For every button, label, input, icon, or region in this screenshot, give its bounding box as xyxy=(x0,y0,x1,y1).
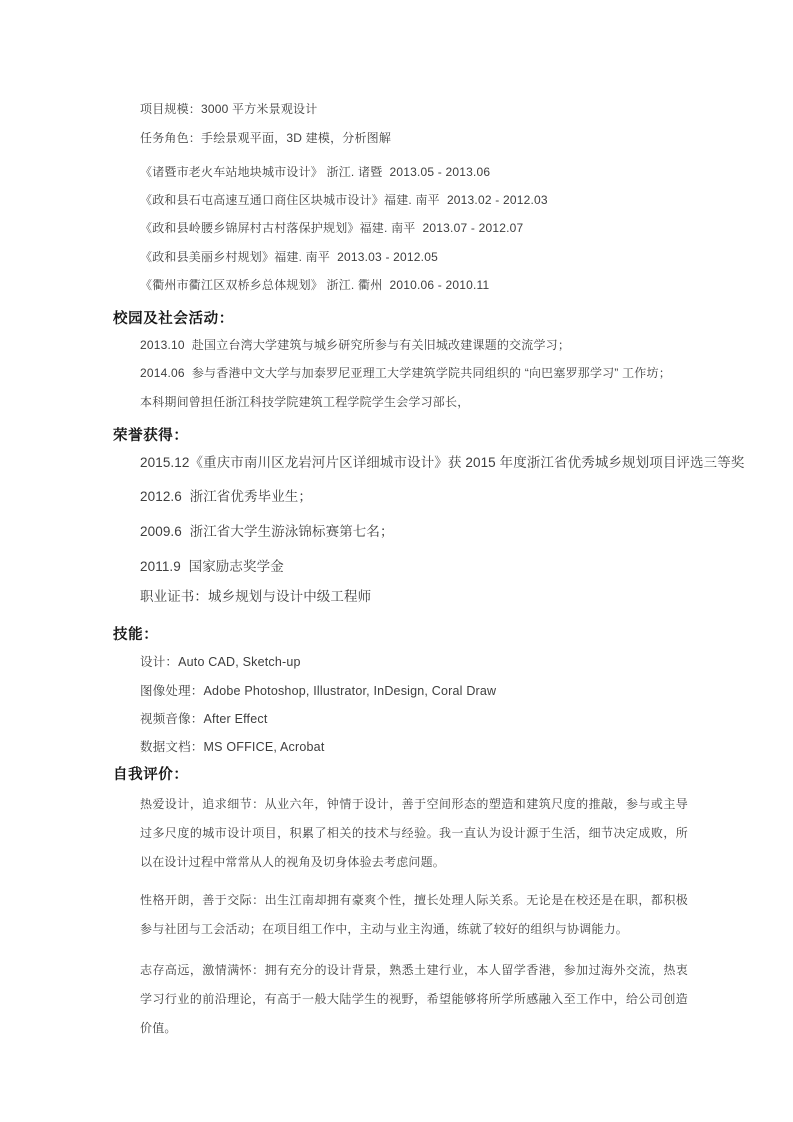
section-heading-activities: 校园及社会活动： xyxy=(113,311,234,327)
certificate-item: 职业证书：城乡规划与设计中级工程师 xyxy=(140,589,372,604)
skill-item: 视频音像：After Effect xyxy=(140,712,268,726)
self-eval-paragraph: 热爱设计，追求细节：从业六年，钟情于设计，善于空间形态的塑造和建筑尺度的推敲，参与或主导过多尺度的城市设计项目，积累了相关的技术与经验。我一直认为设计源于生活，细节决定成败，所以在设计过程中常常从人的视角及切身体验去考虑问题。 xyxy=(140,797,688,869)
activity-item: 本科期间曾担任浙江科技学院建筑工程学院学生会学习部长， xyxy=(140,395,470,409)
project-entry: 《政和县石屯高速互通口商住区块城市设计》福建. 南平 2013.02 - 2012.03 xyxy=(140,193,548,207)
section-heading-skills: 技能： xyxy=(113,627,159,643)
project-entry: 《政和县美丽乡村规划》福建. 南平 2013.03 - 2012.05 xyxy=(140,250,438,264)
project-role-line: 任务角色：手绘景观平面，3D 建模，分析图解 xyxy=(140,131,392,145)
skill-item: 设计：Auto CAD, Sketch-up xyxy=(140,655,301,669)
project-entry: 《诸暨市老火车站地块城市设计》 浙江. 诸暨 2013.05 - 2013.06 xyxy=(140,165,491,179)
activity-item: 2013.10 赴国立台湾大学建筑与城乡研究所参与有关旧城改建课题的交流学习； xyxy=(140,338,571,352)
honor-item: 2011.9 国家励志奖学金 xyxy=(140,559,284,574)
self-eval-paragraph: 志存高远，激情满怀：拥有充分的设计背景，熟悉土建行业，本人留学香港，参加过海外交流，热衷学习行业的前沿理论，有高于一般大陆学生的视野，希望能够将所学所感融入至工作中，给公司创造价值。 xyxy=(140,963,688,1035)
section-heading-honors: 荣誉获得： xyxy=(113,428,189,444)
project-entry: 《衢州市衢江区双桥乡总体规划》 浙江. 衢州 2010.06 - 2010.11 xyxy=(140,278,490,292)
activity-item: 2014.06 参与香港中文大学与加泰罗尼亚理工大学建筑学院共同组织的 “向巴塞罗那学习” 工作坊； xyxy=(140,366,671,380)
skill-item: 图像处理：Adobe Photoshop, Illustrator, InDesign, Coral Draw xyxy=(140,684,497,698)
self-eval-paragraph: 性格开朗，善于交际：出生江南却拥有豪爽个性，擅长处理人际关系。无论是在校还是在职，都积极参与社团与工会活动；在项目组工作中，主动与业主沟通，练就了较好的组织与协调能力。 xyxy=(140,893,688,936)
section-heading-self-evaluation: 自我评价： xyxy=(113,767,189,783)
honor-item: 2015.12《重庆市南川区龙岩河片区详细城市设计》获 2015 年度浙江省优秀城乡规划项目评选三等奖 xyxy=(140,455,745,470)
honor-item: 2009.6 浙江省大学生游泳锦标赛第七名； xyxy=(140,524,394,539)
project-scale-line: 项目规模：3000 平方米景观设计 xyxy=(140,102,318,116)
project-entry: 《政和县岭腰乡锦屏村古村落保护规划》福建. 南平 2013.07 - 2012.07 xyxy=(140,221,524,235)
honor-item: 2012.6 浙江省优秀毕业生； xyxy=(140,489,312,504)
skill-item: 数据文档：MS OFFICE, Acrobat xyxy=(140,740,325,754)
